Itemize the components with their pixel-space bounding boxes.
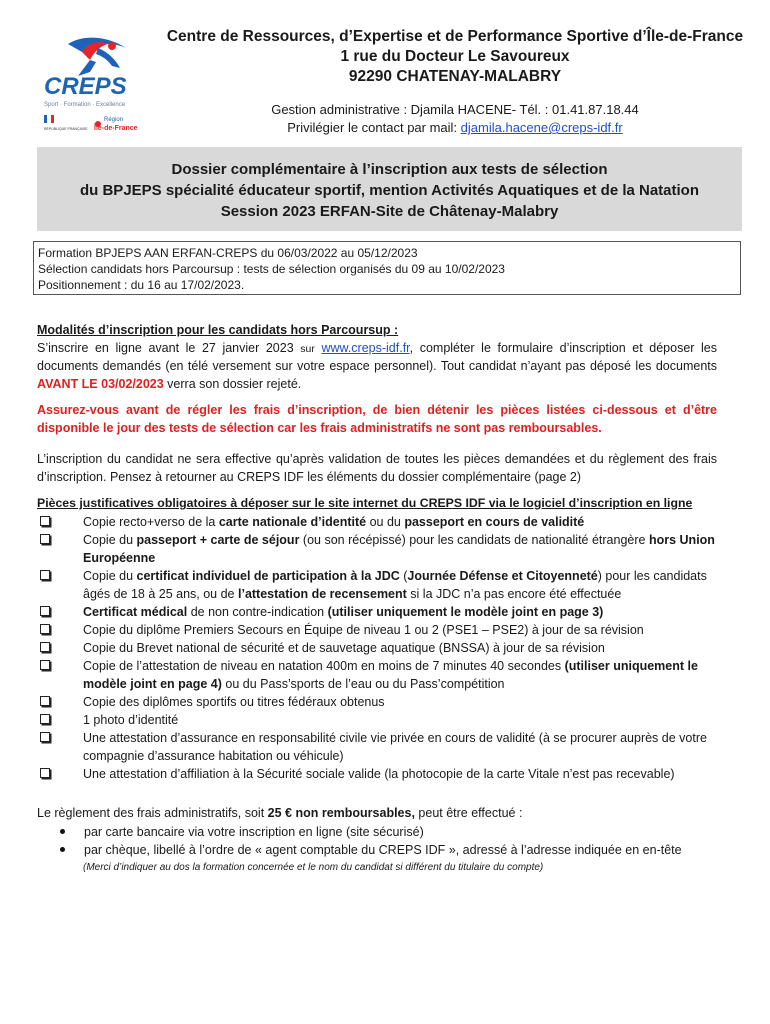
checkbox-icon [37,531,83,567]
info-line-3: Positionnement : du 16 au 17/02/2023. [38,278,245,292]
contact-mail-link[interactable]: djamila.hacene@creps-idf.fr [460,120,623,135]
modalites-paragraph [37,340,717,394]
checklist-item: Copie du passeport + carte de séjour (ou son récépissé) pour les candidats de nationalité étrangère hors Union Européenne [37,531,727,567]
logo-tagline: Sport · Formation · Excellence [44,102,126,108]
header-address2: 92290 CHATENAY-MALABRY [348,68,562,85]
logo-name: CREPS [44,73,127,100]
modalites-heading: Modalités d’inscription pour les candidats hors Parcoursup : [37,323,399,337]
checkbox-icon [37,639,83,657]
reglement-intro: Le règlement des frais administratifs, soit 25 € non remboursables, peut être effectué : [37,806,523,820]
pieces-checklist [37,513,727,783]
logo-partner2-top: Région [104,117,124,123]
modalites-text-c: verra son dossier rejeté. [163,376,302,391]
checklist-item: Une attestation d’assurance en responsabilité civile vie privée en cours de validité (à se procurer auprès de votre compagnie d’assurance habitation ou véhicule) [37,729,727,765]
title-line-2: du BPJEPS spécialité éducateur sportif, mention Activités Aquatiques et de la Natation [79,182,700,199]
document-title-box [37,147,742,231]
header [160,27,750,87]
checkbox-icon [37,513,83,531]
info-line-2: Sélection candidats hors Parcoursup : tests de sélection organisés du 09 au 10/02/2023 [38,262,505,276]
deadline-date: AVANT LE 03/02/2023 [37,376,164,391]
effective-paragraph: L’inscription du candidat ne sera effective qu’après validation de toutes les pièces demandées et du règlement des frais d’inscription. Pensez à retourner au CREPS IDF les éléments du dossier complémentaire (page 2) [37,452,717,484]
list-item [60,841,730,859]
formation-info-box [33,241,741,295]
checkbox-icon [37,657,83,693]
info-line-1: Formation BPJEPS AAN ERFAN-CREPS du 06/03/2022 au 05/12/2023 [38,246,418,260]
contact-line: Gestion administrative : Djamila HACENE- Tél. : 01.41.87.18.44 [271,102,639,117]
modalites-text-sur: sur [300,342,315,355]
checklist-item: Certificat médical de non contre-indication (utiliser uniquement le modèle joint en page 3) [37,603,727,621]
pieces-heading: Pièces justificatives obligatoires à déposer sur le site internet du CREPS IDF via le logiciel d’inscription en ligne [37,496,693,510]
logo-partner2-bottom: Île-de-France [94,125,138,132]
header-title: Centre de Ressources, d’Expertise et de Performance Sportive d’Île-de-France [166,28,744,45]
payment-cheque-text: par chèque, libellé à l’ordre de « agent comptable du CREPS IDF », adressé à l’adresse indiquée en en-tête [84,843,682,857]
checklist-item: Une attestation d’affiliation à la Sécurité sociale valide (la photocopie de la carte Vitale n’est pas recevable) [37,765,727,783]
payment-card-text: par carte bancaire via votre inscription en ligne (site sécurisé) [84,825,424,839]
modalites-section [37,322,717,393]
checkbox-icon [37,603,83,621]
checkbox-icon [37,693,83,711]
title-line-3: Session 2023 ERFAN-Site de Châtenay-Malabry [220,203,559,220]
checkbox-icon [37,621,83,639]
warning-paragraph: Assurez-vous avant de régler les frais d’inscription, de bien détenir les pièces listées ci-dessous et d’être disponible le jour des tests de sélection car les frais administratifs ne sont pas remboursables. [37,403,717,435]
cheque-note: (Merci d’indiquer au dos la formation concernée et le nom du candidat si différent du titulaire du compte) [83,862,544,873]
checklist-item: Copie du diplôme Premiers Secours en Équipe de niveau 1 ou 2 (PSE1 – PSE2) à jour de sa révision [37,621,727,639]
checkbox-icon [37,729,83,765]
checkbox-icon [37,765,83,783]
payment-methods-list [60,823,730,859]
title-line-1: Dossier complémentaire à l’inscription aux tests de sélection [171,161,608,178]
logo-partner1: RÉPUBLIQUE FRANÇAISE [44,127,88,131]
checklist-item: Copie du Brevet national de sécurité et de sauvetage aquatique (BNSSA) à jour de sa révision [37,639,727,657]
checklist-item: Copie des diplômes sportifs ou titres fédéraux obtenus [37,693,727,711]
checkbox-icon [37,711,83,729]
checklist-item: Copie du certificat individuel de participation à la JDC (Journée Défense et Citoyenneté) pour les candidats âgés de 18 à 25 ans, ou de l’attestation de recensement si la JDC n’a pas encore été effectuée [37,567,727,603]
checkbox-icon [37,567,83,603]
creps-logo-graphic [38,32,150,138]
checklist-item: 1 photo d’identité [37,711,727,729]
contact-block [160,101,750,137]
contact-mail-line [160,119,750,137]
creps-website-link[interactable]: www.creps-idf.fr [321,340,410,355]
contact-mail-prefix: Privilégier le contact par mail: [287,120,461,135]
checklist-item: Copie de l’attestation de niveau en natation 400m en moins de 7 minutes 40 secondes (utiliser uniquement le modèle joint en page 4) ou du Pass’sports de l’eau ou du Pass’compétition [37,657,727,693]
list-item [60,823,730,841]
modalites-text-b: , compléter le formulaire d’inscription et déposer les documents demandés (en télé versement sur votre espace personnel). Tout candidat n’ayant pas déposé les documents [37,340,717,373]
modalites-text-a: S’inscrire en ligne avant le 27 janvier 2023 [37,340,301,355]
bullet-icon [60,841,84,859]
header-address1: 1 rue du Docteur Le Savoureux [340,48,570,65]
creps-logo [38,32,150,138]
checklist-item: Copie recto+verso de la carte nationale d’identité ou du passeport en cours de validité [37,513,727,531]
fee-amount: 25 € non remboursables, [267,806,415,820]
bullet-icon [60,823,84,841]
